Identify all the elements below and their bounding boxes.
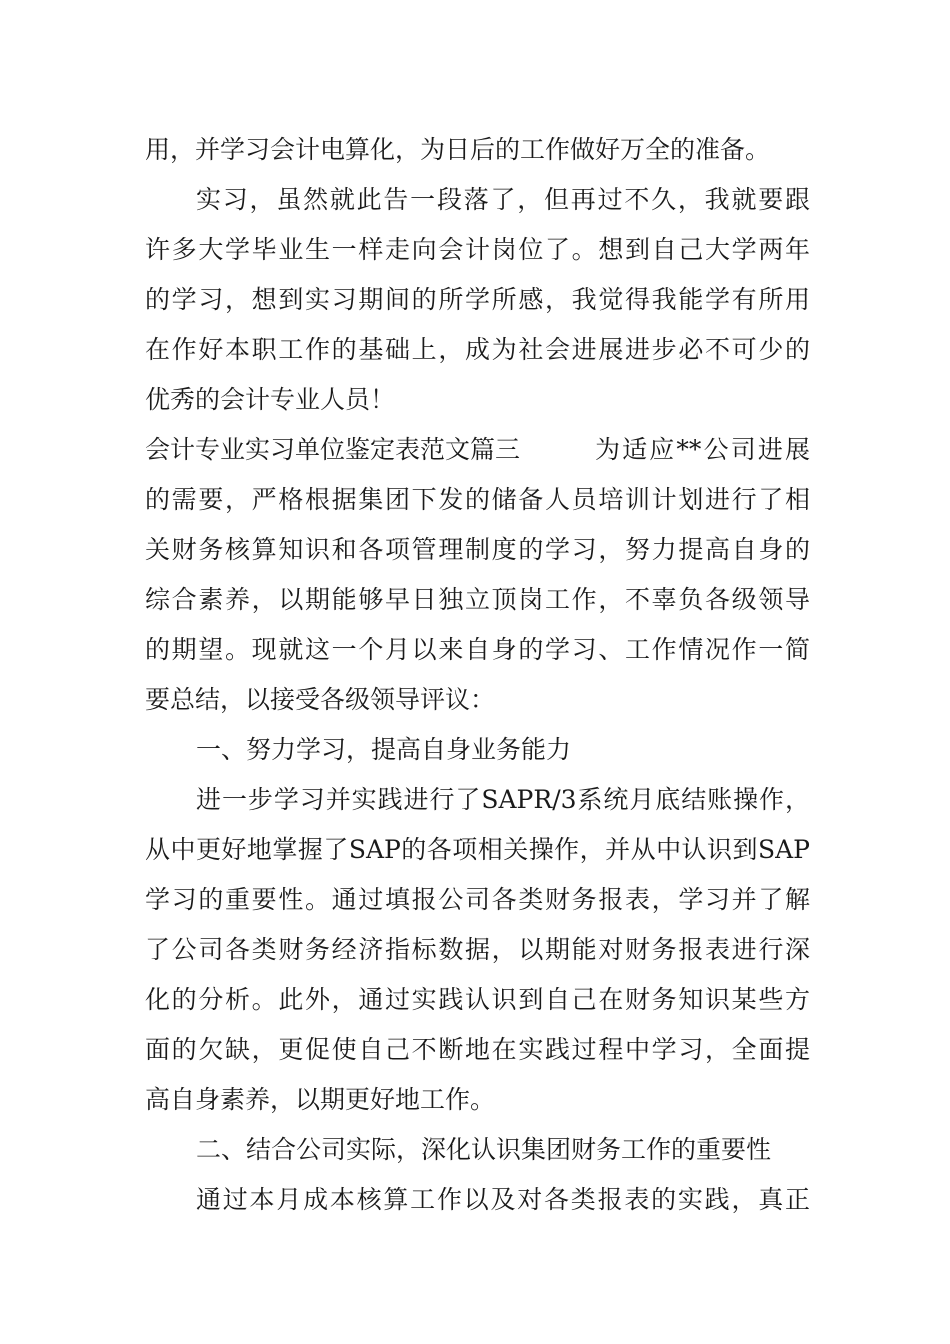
paragraph-line: 实习，虽然就此告一段落了，但再过不久，我就要跟 [196,185,810,214]
section-title: 会计专业实习单位鉴定表范文篇三 [145,435,521,464]
paragraph-line: 用，并学习会计电算化，为日后的工作做好万全的准备。 [145,135,771,164]
paragraph-line: 的需要，严格根据集团下发的储备人员培训计划进行了相 [145,485,810,514]
paragraph-line: 高自身素养，以期更好地工作。 [145,1085,496,1114]
paragraph-line: 面的欠缺，更促使自己不断地在实践过程中学习，全面提 [145,1035,810,1064]
paragraph-line: 关财务核算知识和各项管理制度的学习，努力提高自身的 [145,535,810,564]
paragraph-line: 学习的重要性。通过填报公司各类财务报表，学习并了解 [145,885,810,914]
paragraph-start: 为适应**公司进展 [595,435,810,464]
paragraph-line: 通过本月成本核算工作以及对各类报表的实践，真正 [196,1185,810,1214]
paragraph-line: 许多大学毕业生一样走向会计岗位了。想到自己大学两年 [145,235,810,264]
paragraph-line: 优秀的会计专业人员！ [145,385,396,414]
paragraph-line: 进一步学习并实践进行了SAPR/3系统月底结账操作， [196,785,810,814]
paragraph-line: 了公司各类财务经济指标数据，以期能对财务报表进行深 [145,935,810,964]
paragraph-line: 从中更好地掌握了SAP的各项相关操作，并从中认识到SAP [145,835,810,864]
paragraph-line: 的学习，想到实习期间的所学所感，我觉得我能学有所用 [145,285,810,314]
paragraph-line: 化的分析。此外，通过实践认识到自己在财务知识某些方 [145,985,810,1014]
paragraph-line: 要总结，以接受各级领导评议： [145,685,496,714]
subheading: 二、结合公司实际，深化认识集团财务工作的重要性 [196,1135,772,1164]
section-heading-row [145,425,810,475]
paragraph-line: 在作好本职工作的基础上，成为社会进展进步必不可少的 [145,335,810,364]
subheading: 一、努力学习，提高自身业务能力 [196,735,572,764]
paragraph-line: 的期望。现就这一个月以来自身的学习、工作情况作一简 [145,635,810,664]
paragraph-line: 综合素养，以期能够早日独立顶岗工作，不辜负各级领导 [145,585,810,614]
